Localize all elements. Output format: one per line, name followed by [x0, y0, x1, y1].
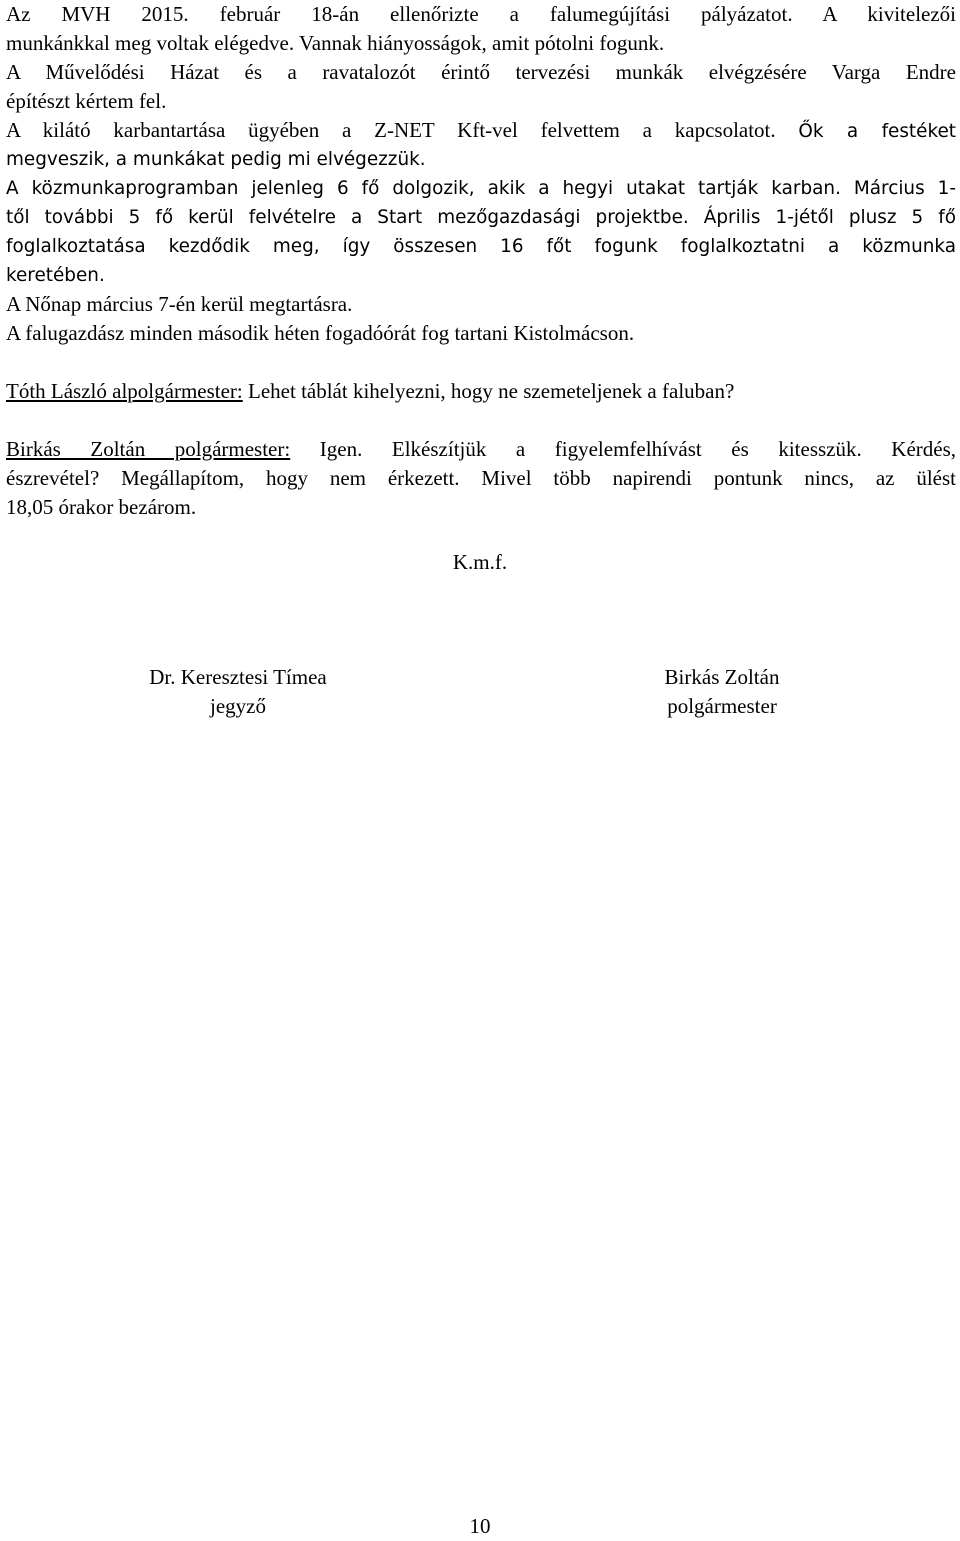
kilato-text-serif: A kilátó karbantartása ügyében a Z-NET Kft-vel felvettem a kapcsolatot.: [6, 118, 776, 142]
kozmunka-aprilis-text: Április 1-jétől plusz 5 fő: [703, 207, 956, 228]
paragraph-kilato-line1: [6, 116, 956, 146]
question-line: [6, 377, 734, 406]
signature-left-title: jegyző: [210, 694, 266, 718]
page-number: 10: [469, 1514, 491, 1538]
paragraph-mvh-line2: munkánkkal meg voltak elégedve. Vannak hiányosságok, amit pótolni fogunk.: [6, 31, 665, 55]
paragraph-kozmunka-line3: foglalkoztatása kezdődik meg, így összesen 16 főt fogunk foglalkoztatni a közmunka: [6, 236, 956, 257]
closing-kmf: K.m.f.: [452, 550, 508, 574]
signature-left-name: Dr. Keresztesi Tímea: [149, 665, 327, 689]
kozmunka-text-a: A közmunkaprogramban jelenleg 6 fő dolgozik, akik a hegyi utakat tartják karban.: [6, 178, 841, 199]
answer-line3: 18,05 órakor bezárom.: [6, 495, 197, 519]
question-text: Lehet táblát kihelyezni, hogy ne szemeteljenek a faluban?: [242, 379, 735, 403]
signature-right-name: Birkás Zoltán: [664, 665, 780, 689]
answer-text: Igen. Elkészítjük a figyelemfelhívást és kitesszük. Kérdés,: [290, 437, 957, 461]
paragraph-kilato-line2: megveszik, a munkákat pedig mi elvégezzük.: [6, 149, 426, 170]
answer-line1: [6, 435, 956, 464]
question-speaker: Tóth László alpolgármester:: [6, 379, 243, 403]
paragraph-mvh-line1: Az MVH 2015. február 18-án ellenőrizte a falumegújítási pályázatot. A kivitelezői: [6, 2, 956, 26]
paragraph-kozmunka-line2: [6, 203, 956, 232]
paragraph-falugazdasz: A falugazdász minden második héten fogadóórát fog tartani Kistolmácson.: [6, 321, 635, 345]
paragraph-nonap: A Nőnap március 7-én kerül megtartásra.: [6, 292, 353, 316]
kozmunka-start-text: től további 5 fő kerül felvételre a Start mezőgazdasági projektbe.: [6, 207, 689, 228]
paragraph-kozmunka-line4: keretében.: [6, 265, 105, 286]
paragraph-kozmunka-line1: [6, 174, 956, 203]
kozmunka-text-b: Március 1-: [853, 178, 956, 199]
signature-right-title: polgármester: [667, 694, 777, 718]
paragraph-muvelodesi-line2: építészt kértem fel.: [6, 89, 167, 113]
paragraph-muvelodesi-line1: A Művelődési Házat és a ravatalozót érintő tervezési munkák elvégzésére Varga Endre: [6, 60, 956, 84]
answer-line2: észrevétel? Megállapítom, hogy nem érkezett. Mivel több napirendi pontunk nincs, az ülést: [6, 466, 956, 490]
kilato-text-sans: Ők a festéket: [798, 121, 956, 142]
answer-speaker: Birkás Zoltán polgármester:: [6, 437, 291, 461]
